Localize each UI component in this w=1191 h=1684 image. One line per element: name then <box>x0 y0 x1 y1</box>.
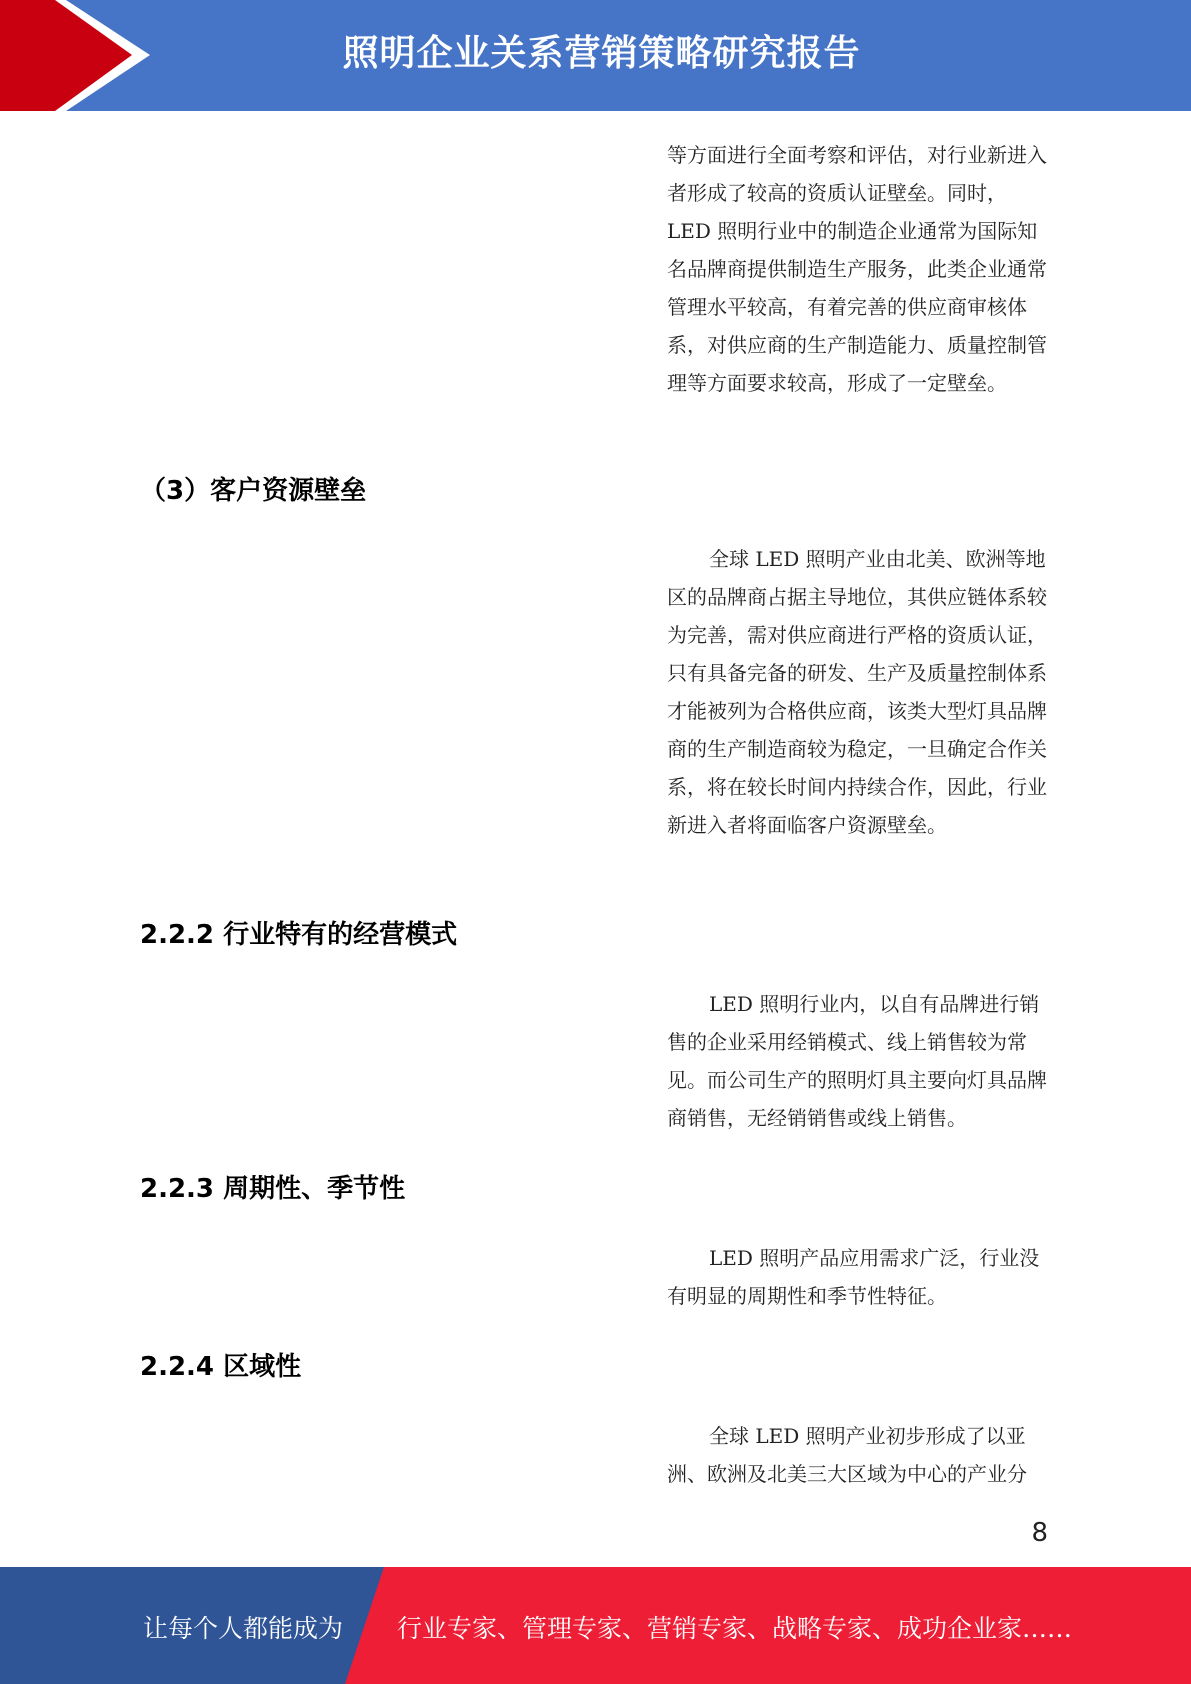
paragraph-customer-barrier: 全球 LED 照明产业由北美、欧洲等地区的品牌商占据主导地位，其供应链体系较为完善，需对供应商进行严格的资质认证，只有具备完备的研发、生产及质量控制体系才能被列为合格供应商，该类大型灯具品牌商的生产制造商较为稳定，一旦确定合作关系，将在较长时间内持续合作，因此，行业新进入者将面临客户资源壁垒。 <box>667 547 1047 837</box>
heading-2-2-3: 2.2.3 周期性、季节性 <box>140 1174 406 1204</box>
heading-2-2-4: 2.2.4 区域性 <box>140 1352 302 1382</box>
page-header <box>0 0 1191 111</box>
page-number: 8 <box>1031 1518 1048 1548</box>
heading-2-2-2: 2.2.2 行业特有的经营模式 <box>140 920 458 950</box>
footer-slogan-right: 行业专家、管理专家、营销专家、战略专家、成功企业家…… <box>397 1614 1073 1643</box>
heading-customer-barrier: （3）客户资源壁垒 <box>140 476 367 506</box>
paragraph-2-2-3: LED 照明产品应用需求广泛，行业没有明显的周期性和季节性特征。 <box>667 1246 1040 1308</box>
paragraph-2-2-4: 全球 LED 照明产业初步形成了以亚洲、欧洲及北美三大区域为中心的产业分 <box>667 1424 1027 1486</box>
report-title: 照明企业关系营销策略研究报告 <box>342 33 861 74</box>
page-footer <box>0 1567 1191 1684</box>
paragraph-2-2-2: LED 照明行业内，以自有品牌进行销售的企业采用经销模式、线上销售较为常见。而公司生产的照明灯具主要向灯具品牌商销售，无经销销售或线上销售。 <box>667 992 1047 1130</box>
footer-slogan-left: 让每个人都能成为 <box>143 1614 344 1643</box>
paragraph-continuation: 等方面进行全面考察和评估，对行业新进入者形成了较高的资质认证壁垒。同时，LED 照明行业中的制造企业通常为国际知名品牌商提供制造生产服务，此类企业通常管理水平较高，有着完善的供应商审核体系，对供应商的生产制造能力、质量控制管理等方面要求较高，形成了一定壁垒。 <box>667 143 1047 395</box>
